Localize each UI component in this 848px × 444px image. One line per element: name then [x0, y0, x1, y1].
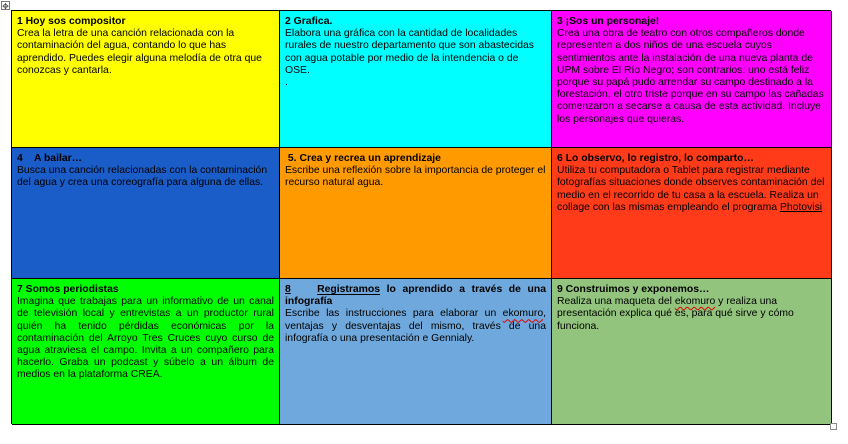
activity-text: Elabora una gráfica con la cantidad de localidades rurales de nuestro departamento que son abastecidas con agua potable por medio de la intendencia o de OSE. — [285, 28, 534, 76]
activity-text — [557, 296, 826, 333]
table-resize-handle[interactable] — [830, 423, 837, 430]
activity-number: 8 — [285, 284, 291, 295]
activity-cell-9[interactable] — [552, 279, 832, 425]
activity-title: 7 Somos periodistas — [17, 284, 119, 295]
activity-cell-4[interactable] — [12, 148, 280, 279]
activity-title: 6 Lo observo, lo registro, lo comparto… — [557, 153, 754, 164]
activity-title: 1 Hoy sos compositor — [17, 16, 126, 27]
activity-text-end: , ventajas y desventajas del mismo, través de una infografía o una presentación e Gennialy. — [285, 308, 546, 344]
trailing-period: . — [285, 77, 288, 89]
table-move-handle[interactable]: ✥ — [2, 2, 9, 11]
activity-cell-7[interactable] — [12, 279, 280, 425]
activity-text: Crea la letra de una canción relacionada con la contaminación del agua, contando lo que has aprendido. Puedes elegir alguna melodía de otra que conozcas y cantarla. — [17, 28, 262, 76]
spellcheck-word-ekomuro: ekomuro — [674, 296, 716, 308]
activity-text: Imagina que trabajas para un informativo de un canal de televisión local y entrevistas a un productor rural quién ha tenido pérdidas económicas por la contaminación del Arroyo Tres Cruces cuyo curso de agua atraviesa el campo. Invita a un compañero para hacerlo. Graba un podcast y súbelo a un álbum de medios en la plataforma CREA. — [17, 296, 274, 381]
activity-cell-2[interactable] — [280, 11, 552, 148]
program-name-photovisi: Photovisi — [779, 201, 823, 213]
activity-title: 5. Crea y recrea un aprendizaje — [285, 153, 441, 164]
activity-cell-5[interactable] — [280, 148, 552, 279]
activity-title — [285, 284, 546, 308]
spellcheck-word-ekomuro: ekomuro — [502, 308, 544, 320]
activity-cell-6[interactable] — [552, 148, 832, 279]
activity-text-main: Utiliza tu computadora o Tablet para registrar mediante fotografías situaciones donde observes contaminación del medio en el recorrido de tu casa a la escuela. Realiza un collage con las mismas empleando el programa — [557, 165, 825, 213]
activity-title: 4 A bailar… — [17, 153, 83, 164]
activity-title: 2 Grafica. — [285, 16, 333, 27]
activity-cell-1[interactable] — [12, 11, 280, 148]
activity-text: Escribe una reflexión sobre la importancia de proteger el recurso natural agua. — [285, 165, 546, 189]
spellcheck-word-registramos: Registramos — [317, 284, 381, 295]
activity-text-start: Escribe las instrucciones para elaborar un — [285, 308, 503, 320]
activity-text: Busca una canción relacionadas con la contaminación del agua y crea una coreografía para alguna de ellas. — [17, 165, 268, 189]
activity-title: 3 ¡Sos un personaje! — [557, 16, 660, 27]
activity-cell-3[interactable] — [552, 11, 832, 148]
activity-text — [557, 165, 826, 214]
activity-text — [285, 308, 546, 345]
activity-text: Crea una obra de teatro con otros compañeros donde representen a dos niños de una escuela cuyos sentimientos ante la instalación de una nueva planta de UPM sobre El Río Negro; son contrarios: uno está feliz porque su papá pudo arrendar su campo destinado a la forestación, el otro triste porque en su campo las cañadas comenzaron a secarse a causa de esta actividad. Incluye los personajes que quieras. — [557, 28, 824, 125]
activity-text-start: Realiza una maqueta del — [557, 296, 675, 308]
activity-title-rest: lo aprendido a través de una infografía — [285, 284, 546, 308]
activity-cell-8[interactable] — [280, 279, 552, 425]
activity-text-end: y realiza una presentación explica qué es, para qué sirve y cómo funciona. — [557, 296, 794, 332]
activity-title: 9 Construimos y exponemos… — [557, 284, 710, 295]
activities-table — [11, 10, 831, 424]
